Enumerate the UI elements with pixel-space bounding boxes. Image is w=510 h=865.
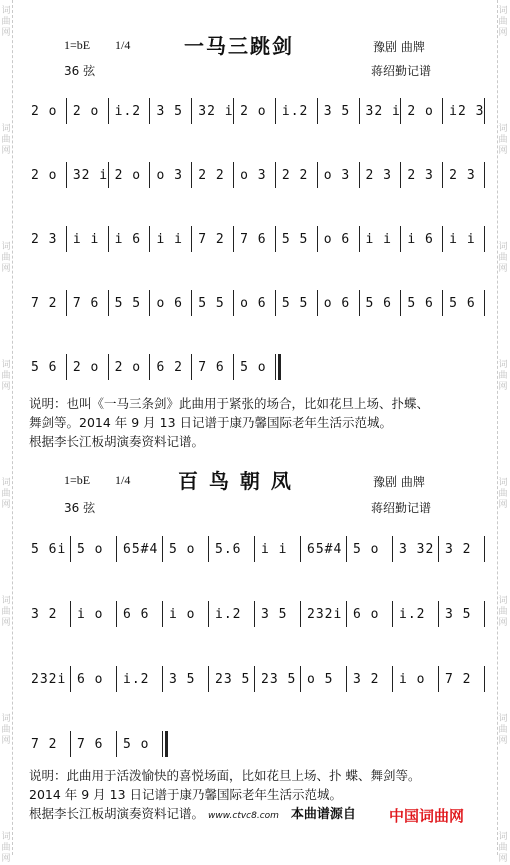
- barline: [162, 601, 163, 627]
- measure: o 6: [240, 296, 267, 311]
- song2-title: 百 鸟 朝 凤: [178, 469, 293, 493]
- barline: [162, 536, 163, 562]
- measure: 5 6i: [31, 542, 67, 557]
- barline: [208, 666, 209, 692]
- watermark-text: 词 曲 网: [498, 242, 508, 274]
- barline: [275, 226, 276, 252]
- footer-source-label: 本曲谱源自: [290, 807, 356, 822]
- song1-description: [29, 394, 489, 451]
- barline: [162, 666, 163, 692]
- measure: i2 3: [449, 104, 485, 119]
- barline: [438, 601, 439, 627]
- watermark-text: 词 曲 网: [1, 124, 11, 156]
- measure: i.2: [399, 607, 426, 622]
- song1-desc-line: 说明：也叫《一马三条剑》此曲用于紧张的场合，比如花旦上场、扑蝶、: [29, 396, 430, 411]
- barline: [108, 354, 109, 380]
- barline: [392, 536, 393, 562]
- staff-row: [28, 597, 488, 637]
- barline: [346, 666, 347, 692]
- measure: 5 o: [353, 542, 380, 557]
- barline: [233, 162, 234, 188]
- measure: 32 i: [365, 104, 401, 119]
- measure: 2 o: [114, 360, 142, 375]
- measure: 5 6: [449, 296, 476, 311]
- footer-brand-link[interactable]: 中国词曲网: [389, 807, 465, 825]
- measure: i.2: [123, 672, 150, 687]
- site-url[interactable]: www.ctvc8.com: [208, 811, 279, 821]
- barline: [317, 98, 318, 124]
- measure: 5 6: [407, 296, 434, 311]
- measure: 7 2: [445, 672, 472, 687]
- barline: [254, 666, 255, 692]
- song2-strings: 36 弦: [64, 501, 96, 515]
- measure: i 6: [407, 232, 434, 247]
- measure: i o: [169, 607, 196, 622]
- measure: i o: [77, 607, 104, 622]
- staff-row: [28, 94, 488, 134]
- measure: i i: [72, 232, 100, 247]
- barline: [392, 666, 393, 692]
- barline: [359, 98, 360, 124]
- measure: 32 i: [198, 104, 234, 119]
- barline: [162, 731, 163, 757]
- barline: [149, 162, 150, 188]
- measure: o 5: [307, 672, 334, 687]
- barline: [149, 354, 150, 380]
- measure: 5 o: [77, 542, 104, 557]
- barline: [108, 226, 109, 252]
- barline: [484, 601, 485, 627]
- barline: [108, 162, 109, 188]
- barline: [359, 162, 360, 188]
- staff-row: [28, 350, 488, 390]
- barline: [317, 162, 318, 188]
- barline: [442, 226, 443, 252]
- measure: 7 6: [198, 360, 225, 375]
- barline: [438, 666, 439, 692]
- watermark-text: 词 曲 网: [1, 714, 11, 746]
- watermark-text: 词 曲 网: [498, 596, 508, 628]
- measure: 5 5: [114, 296, 142, 311]
- song2-desc-source: 根据李长江板胡演奏资料记谱。: [29, 806, 205, 821]
- barline: [66, 98, 67, 124]
- measure: 23 5: [215, 672, 251, 687]
- barline: [359, 226, 360, 252]
- measure: 2 o: [72, 104, 100, 119]
- measure: 2 o: [31, 168, 58, 183]
- song1-genre: 豫剧 曲牌: [373, 40, 425, 54]
- barline: [317, 290, 318, 316]
- barline: [300, 666, 301, 692]
- barline: [442, 98, 443, 124]
- barline: [191, 290, 192, 316]
- barline: [116, 666, 117, 692]
- watermark-text: 词 曲 网: [1, 242, 11, 274]
- song1-desc-line: 舞剑等。2014 年 9 月 13 日记谱于康乃馨国际老年生活示范城。: [29, 415, 393, 430]
- measure: o 3: [156, 168, 183, 183]
- measure: 6 2: [156, 360, 183, 375]
- barline: [70, 601, 71, 627]
- barline: [208, 536, 209, 562]
- measure: 3 5: [323, 104, 351, 119]
- barline: [70, 731, 71, 757]
- measure: 7 2: [31, 296, 58, 311]
- song1-meter: 1/4: [115, 38, 131, 52]
- measure: 2 3: [407, 168, 434, 183]
- measure: 2 o: [31, 104, 58, 119]
- barline: [66, 226, 67, 252]
- barline: [346, 601, 347, 627]
- barline: [359, 290, 360, 316]
- barline: [191, 354, 192, 380]
- song1-desc-line: 根据李长江板胡演奏资料记谱。: [29, 434, 205, 449]
- measure: 3 32: [399, 542, 435, 557]
- measure: 2 o: [407, 104, 434, 119]
- measure: 7 6: [72, 296, 100, 311]
- barline: [484, 290, 485, 316]
- measure: 5 5: [198, 296, 225, 311]
- measure: 5 5: [281, 296, 309, 311]
- song1-strings: 36 弦: [64, 64, 96, 78]
- measure: o 6: [156, 296, 183, 311]
- watermark-text: 词 曲 网: [498, 360, 508, 392]
- watermark-text: 词 曲 网: [498, 832, 508, 864]
- measure: i i: [156, 232, 183, 247]
- measure: 232i: [31, 672, 67, 687]
- measure: 3 5: [169, 672, 196, 687]
- final-barline: [165, 731, 168, 757]
- measure: 6 o: [353, 607, 380, 622]
- barline: [275, 98, 276, 124]
- barline: [108, 290, 109, 316]
- measure: 7 6: [77, 737, 104, 752]
- measure: o 3: [240, 168, 267, 183]
- measure: 7 2: [198, 232, 225, 247]
- measure: 2 o: [114, 168, 142, 183]
- staff-row: [28, 286, 488, 326]
- barline: [149, 98, 150, 124]
- barline: [300, 601, 301, 627]
- song1-transcriber: 蒋绍勤记谱: [371, 64, 432, 78]
- measure: i o: [399, 672, 426, 687]
- song2-key: 1=bE: [64, 473, 91, 487]
- measure: 6 o: [77, 672, 104, 687]
- watermark-text: 词 曲 网: [1, 478, 11, 510]
- barline: [317, 226, 318, 252]
- barline: [275, 162, 276, 188]
- barline: [484, 536, 485, 562]
- barline: [400, 290, 401, 316]
- barline: [191, 162, 192, 188]
- measure: 65#4: [307, 542, 343, 557]
- measure: 2 o: [72, 360, 100, 375]
- barline: [66, 290, 67, 316]
- measure: 7 2: [31, 737, 58, 752]
- barline: [400, 98, 401, 124]
- measure: 5 o: [123, 737, 150, 752]
- watermark-text: 词 曲 网: [1, 360, 11, 392]
- song2-meter: 1/4: [115, 473, 131, 487]
- barline: [233, 98, 234, 124]
- song1-title: 一马三跳剑: [184, 34, 294, 58]
- song2-desc-line: 2014 年 9 月 13 日记谱于康乃馨国际老年生活示范城。: [29, 787, 343, 802]
- measure: 2 3: [449, 168, 476, 183]
- barline: [275, 354, 276, 380]
- barline: [392, 601, 393, 627]
- barline: [116, 731, 117, 757]
- song2-genre: 豫剧 曲牌: [373, 475, 425, 489]
- barline: [149, 290, 150, 316]
- watermark-text: 词 曲 网: [498, 6, 508, 38]
- barline: [233, 226, 234, 252]
- staff-row: [28, 532, 488, 572]
- measure: 2 3: [365, 168, 393, 183]
- measure: 5.6: [215, 542, 242, 557]
- staff-row: [28, 158, 488, 198]
- barline: [484, 226, 485, 252]
- barline: [484, 162, 485, 188]
- measure: 3 2: [31, 607, 58, 622]
- measure: i.2: [281, 104, 309, 119]
- barline: [66, 162, 67, 188]
- watermark-text: 词 曲 网: [1, 596, 11, 628]
- barline: [438, 536, 439, 562]
- watermark-text: 词 曲 网: [498, 714, 508, 746]
- measure: 32 i: [72, 168, 109, 183]
- barline: [400, 226, 401, 252]
- barline: [442, 290, 443, 316]
- barline: [484, 98, 485, 124]
- measure: o 3: [323, 168, 351, 183]
- barline: [346, 536, 347, 562]
- measure: 2 2: [198, 168, 225, 183]
- measure: 65#4: [123, 542, 159, 557]
- watermark-text: 词 曲 网: [498, 124, 508, 156]
- barline: [484, 666, 485, 692]
- barline: [400, 162, 401, 188]
- barline: [442, 162, 443, 188]
- barline: [70, 536, 71, 562]
- measure: 2 3: [31, 232, 58, 247]
- measure: 3 5: [261, 607, 288, 622]
- watermark-text: 词 曲 网: [1, 832, 11, 864]
- measure: 5 5: [281, 232, 309, 247]
- song1-key: 1=bE: [64, 38, 91, 52]
- watermark-text: 词 曲 网: [498, 478, 508, 510]
- final-barline: [278, 354, 281, 380]
- staff-row: [28, 662, 488, 702]
- barline: [208, 601, 209, 627]
- measure: i.2: [114, 104, 142, 119]
- measure: 3 5: [445, 607, 472, 622]
- staff-row: [28, 222, 488, 262]
- song2-desc-line: 说明：此曲用于活泼愉快的喜悦场面，比如花旦上场、扑 蝶、舞剑等。: [29, 768, 421, 783]
- measure: 5 6: [365, 296, 393, 311]
- barline: [191, 226, 192, 252]
- barline: [275, 290, 276, 316]
- barline: [116, 601, 117, 627]
- song2-transcriber: 蒋绍勤记谱: [371, 501, 432, 515]
- staff-row: [28, 727, 488, 767]
- measure: 3 2: [445, 542, 472, 557]
- measure: i i: [365, 232, 393, 247]
- barline: [108, 98, 109, 124]
- measure: 5 o: [240, 360, 267, 375]
- measure: 232i: [307, 607, 343, 622]
- measure: 3 2: [353, 672, 380, 687]
- barline: [191, 98, 192, 124]
- barline: [254, 536, 255, 562]
- measure: 6 6: [123, 607, 150, 622]
- measure: i.2: [215, 607, 242, 622]
- barline: [70, 666, 71, 692]
- measure: 5 6: [31, 360, 58, 375]
- barline: [254, 601, 255, 627]
- barline: [233, 354, 234, 380]
- measure: o 6: [323, 296, 351, 311]
- barline: [300, 536, 301, 562]
- measure: 7 6: [240, 232, 267, 247]
- measure: 2 o: [240, 104, 267, 119]
- measure: i i: [261, 542, 288, 557]
- measure: i i: [449, 232, 476, 247]
- watermark-text: 词 曲 网: [1, 6, 11, 38]
- barline: [149, 226, 150, 252]
- measure: 2 2: [281, 168, 309, 183]
- barline: [116, 536, 117, 562]
- measure: i 6: [114, 232, 142, 247]
- barline: [233, 290, 234, 316]
- measure: 23 5: [261, 672, 297, 687]
- barline: [66, 354, 67, 380]
- measure: 3 5: [156, 104, 183, 119]
- measure: 5 o: [169, 542, 196, 557]
- measure: o 6: [323, 232, 351, 247]
